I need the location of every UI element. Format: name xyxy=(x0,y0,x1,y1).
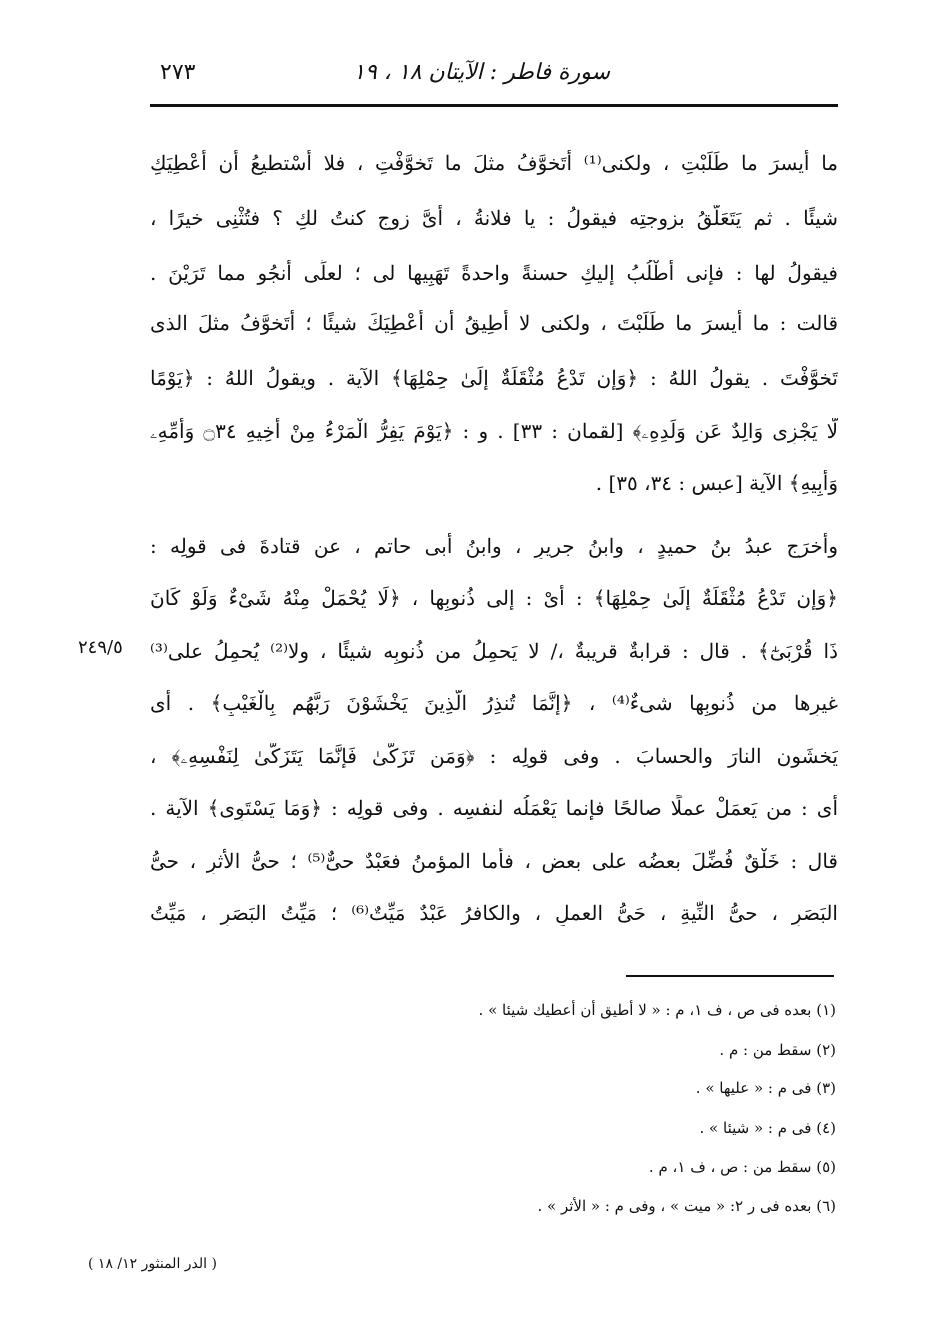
footnote-6: (٦) بعده فى ر ٢: « ميت » ، وفى م : « الأثر » . xyxy=(537,1197,836,1215)
footnote-3: (٣) فى م : « عليها » . xyxy=(695,1079,836,1097)
footnote-rule xyxy=(626,975,834,977)
running-header-title: سورة فاطر : الآيتان ١٨ ، ١٩ xyxy=(353,60,610,85)
footnote-2: (٢) سقط من : م . xyxy=(719,1041,836,1059)
source-reference: ( الدر المنثور ١٢/ ١٨ ) xyxy=(88,1256,217,1272)
body-line-12: يَخشَون النارَ والحسابَ . وفى قولِه : ﴿وَمَن تَزَكَّىٰ فَإِنَّمَا يَتَزَكَّىٰ لِنَفْسِهِۦ﴾ ، xyxy=(150,744,838,768)
body-line-11: غيرِها من ذُنوبِها شىءٌ⁽⁴⁾ ، ﴿إِنَّمَا تُنذِرُ الَّذِينَ يَخْشَوْنَ رَبَّهُم بِالْغَيْبِ﴾ . أى xyxy=(150,691,838,715)
body-line-7: وَأَبِيهِ﴾ الآية [عبس : ٣٤، ٣٥] . xyxy=(595,471,838,495)
page-number: ٢٧٣ xyxy=(160,60,196,85)
body-line-6: لَّا يَجْزِى وَالِدٌ عَن وَلَدِهِۦ﴾ [لقمان : ٣٣] . و : ﴿يَوْمَ يَفِرُّ الْمَرْءُ مِنْ أَخِيهِ ۝٣٤ وَأُمِّهِۦ xyxy=(150,419,838,443)
margin-volume-page-note: ٢٤٩/٥ xyxy=(78,637,123,658)
footnote-5: (٥) سقط من : ص ، ف ١، م . xyxy=(648,1158,836,1176)
body-line-3: فيقولُ لها : فإنى أَطْلُبُ إليكِ حسنةً واحدةً تَهَبِيها لى ؛ لعلِّى أَنجُو مما تَرَيْنَ . xyxy=(150,261,838,285)
body-line-2: شيئًا . ثم يَتَعَلَّقُ بزوجتِه فيقولُ : يا فلانةُ ، أَىَّ زوجٍ كنتُ لكِ ؟ فتُثْنِى خيرًا ، xyxy=(150,206,838,230)
body-line-4: قالت : ما أيسرَ ما طَلَبْتَ ، ولكنى لا أُطِيقُ أن أُعْطِيَكَ شيئًا ؛ أَتَخوَّفُ مثلَ الذى xyxy=(150,311,838,335)
body-line-5: تَخوَّفْتَ . يقولُ اللهُ : ﴿وَإِن تَدْعُ مُثْقَلَةٌ إِلَىٰ حِمْلِهَا﴾ الآية . ويقولُ اللهُ : ﴿يَوْمًا xyxy=(150,366,838,390)
footnote-1: (١) بعده فى ص ، ف ١، م : « لا أطيق أن أعطيك شيئا » . xyxy=(478,1001,836,1019)
body-line-8: وأخرَج عبدُ بنُ حميدٍ ، وابنُ جريرٍ ، وابنُ أبى حاتمٍ ، عن قتادةَ فى قولِه : xyxy=(150,534,838,558)
body-line-15: البَصَرِ ، حىُّ النِّيةِ ، حَىُّ العملِ ، والكافرُ عَبْدٌ مَيِّتٌ⁽⁶⁾ ؛ مَيِّتُ البَصَرِ ، مَيِّتُ xyxy=(150,901,838,925)
footnote-4: (٤) فى م : « شيئا » . xyxy=(699,1119,836,1137)
body-line-1: ما أيسرَ ما طَلَبْتِ ، ولكنى⁽¹⁾ أَتَخوَّفُ مثلَ ما تَخوَّفْتِ ، فلا أَسْتطيعُ أن أُعْطِيَكِ xyxy=(150,151,838,175)
body-line-14: قال : خَلْقٌ فُضِّلَ بعضُه على بعضٍ ، فأما المؤمنُ فعَبْدٌ حىٌّ⁽⁵⁾ ؛ حىُّ الأثرِ ، حىُّ xyxy=(150,849,838,873)
body-line-13: أى : من يَعمَلْ عملًا صالحًا فإنما يَعْمَلُه لنفسِه . وفى قولِه : ﴿وَمَا يَسْتَوِى﴾ الآية . xyxy=(150,796,838,820)
header-rule xyxy=(150,104,838,107)
body-line-9: ﴿وَإِن تَدْعُ مُثْقَلَةٌ إِلَىٰ حِمْلِهَا﴾ : أَىْ : إلى ذُنوبِها ، ﴿لَا يُحْمَلْ مِنْهُ شَىْءٌ وَلَوْ كَانَ xyxy=(150,586,838,610)
body-line-10: ذَا قُرْبَىٰٓ﴾ . قال : قرابةٌ قريبةٌ ،/ لا يَحمِلُ من ذُنوبِه شيئًا ، ولا⁽²⁾ يُحمِلُ على⁽³⁾ xyxy=(150,639,838,663)
